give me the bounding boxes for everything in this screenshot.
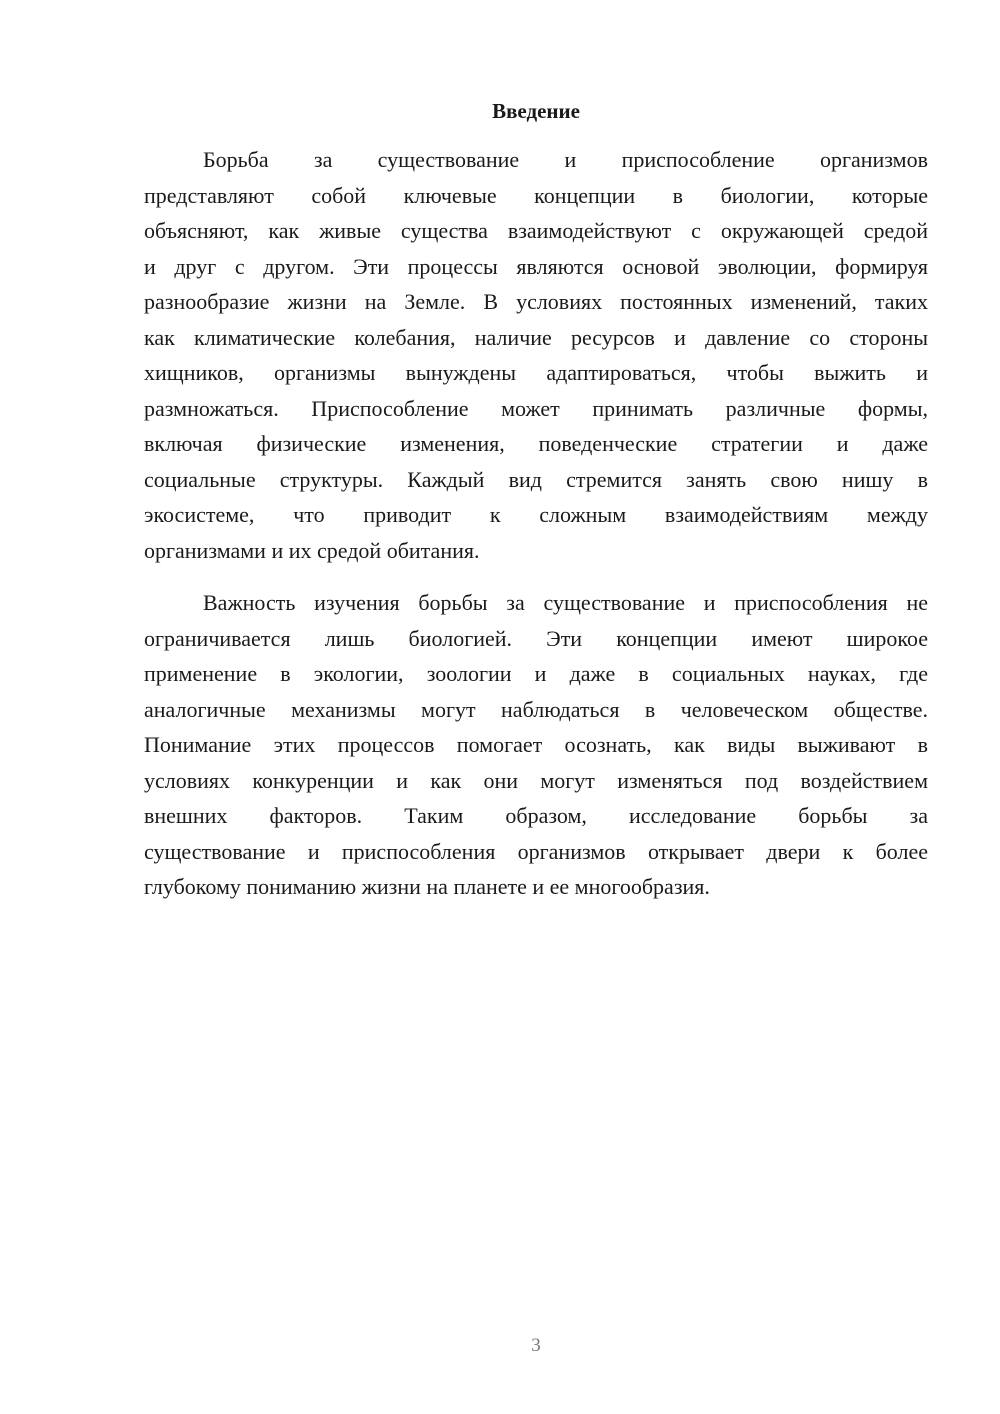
page-heading: Введение (492, 99, 580, 123)
paragraph-line: аналогичные механизмы могут наблюдаться в человеческом обществе. (144, 696, 928, 722)
paragraph-line: ограничивается лишь биологией. Эти концепции имеют широкое (144, 625, 928, 651)
paragraph-line: хищников, организмы вынуждены адаптироваться, чтобы выжить и (144, 360, 928, 385)
paragraph-2 (144, 585, 928, 905)
page-number: 3 (531, 1335, 541, 1356)
paragraph-line: Борьба за существование и приспособление организмов (203, 147, 928, 172)
paragraph-line: применение в экологии, зоологии и даже в социальных науках, где (144, 661, 928, 686)
paragraph-line: и друг с другом. Эти процессы являются основой эволюции, формируя (144, 253, 928, 279)
paragraph-line: социальные структуры. Каждый вид стремится занять свою нишу в (144, 466, 928, 492)
paragraph-line: внешних факторов. Таким образом, исследование борьбы за (144, 803, 928, 828)
paragraph-line: существование и приспособления организмов открывает двери к более (144, 838, 928, 864)
paragraph-line: размножаться. Приспособление может принимать различные формы, (144, 395, 928, 421)
paragraph-line: условиях конкуренции и как они могут изменяться под воздействием (144, 767, 928, 793)
paragraph-line: включая физические изменения, поведенческие стратегии и даже (144, 431, 928, 456)
paragraph-line: глубокому пониманию жизни на планете и ее многообразия. (144, 874, 710, 899)
paragraph-line: объясняют, как живые существа взаимодействуют с окружающей средой (144, 218, 928, 243)
paragraph-line: как климатические колебания, наличие ресурсов и давление со стороны (144, 324, 928, 350)
paragraph-line: организмами и их средой обитания. (144, 537, 480, 563)
paragraph-line: Понимание этих процессов помогает осознать, как виды выживают в (144, 732, 928, 757)
paragraph-line: экосистеме, что приводит к сложным взаимодействиям между (144, 502, 928, 527)
paragraph-line: Важность изучения борьбы за существование и приспособления не (203, 590, 928, 615)
paragraph-line: разнообразие жизни на Земле. В условиях постоянных изменений, таких (144, 289, 928, 314)
paragraph-1 (144, 142, 928, 568)
paragraph-line: представляют собой ключевые концепции в биологии, которые (144, 182, 928, 208)
